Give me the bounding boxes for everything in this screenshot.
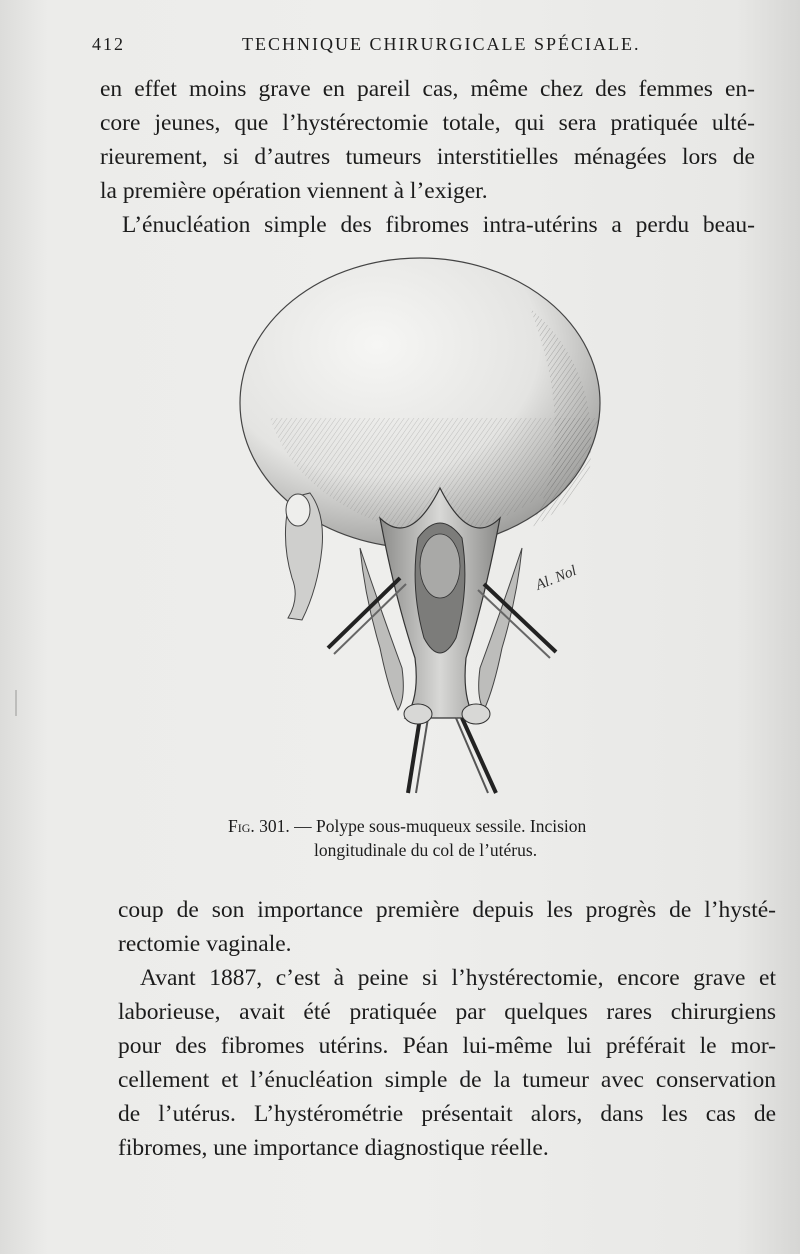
caption-text-2: longitudinale du col de l’utérus. xyxy=(314,840,538,860)
text-line: L’énucléation simple des fibromes intra-utérins a perdu beau- xyxy=(122,212,755,238)
text-line: la première opération viennent à l’exiger. xyxy=(100,178,488,204)
paragraph-history xyxy=(118,961,776,1165)
artist-signature: Al. Nol xyxy=(533,562,579,594)
paragraph-continued xyxy=(100,72,755,242)
caption-line xyxy=(228,814,688,838)
page-number: 412 xyxy=(92,34,125,54)
page-header xyxy=(92,34,652,58)
text-line: fibromes, une importance diagnostique réelle. xyxy=(118,1135,549,1161)
figure-label: Fig. 301. xyxy=(228,816,290,836)
text-line: de l’utérus. L’hystérométrie présentait alors, dans les cas de xyxy=(118,1101,776,1127)
text-line: rieurement, si d’autres tumeurs interstitielles ménagées lors de xyxy=(100,144,755,170)
text-line: coup de son importance première depuis les progrès de l’hysté- xyxy=(118,897,776,923)
text-line: pour des fibromes utérins. Péan lui-même lui préférait le mor- xyxy=(118,1033,776,1059)
text-line: en effet moins grave en pareil cas, même chez des femmes en- xyxy=(100,76,755,102)
text-line: Avant 1887, c’est à peine si l’hystérectomie, encore grave et xyxy=(140,965,776,991)
figure-caption xyxy=(228,814,688,862)
margin-mark xyxy=(15,690,17,716)
text-line: cellement et l’énucléation simple de la tumeur avec conservation xyxy=(118,1067,776,1093)
fibroid-polyp-drawing xyxy=(230,248,650,808)
running-head: TECHNIQUE CHIRURGICALE SPÉCIALE. xyxy=(242,34,641,54)
text-line: rectomie vaginale. xyxy=(118,931,292,957)
text-line: core jeunes, que l’hystérectomie totale, qui sera pratiquée ulté- xyxy=(100,110,755,136)
paragraph-continuation xyxy=(118,893,776,961)
anatomical-illustration xyxy=(230,248,650,808)
caption-text-1: — Polype sous-muqueux sessile. Incision xyxy=(294,816,587,836)
text-line: laborieuse, avait été pratiquée par quelques rares chirurgiens xyxy=(118,999,776,1025)
